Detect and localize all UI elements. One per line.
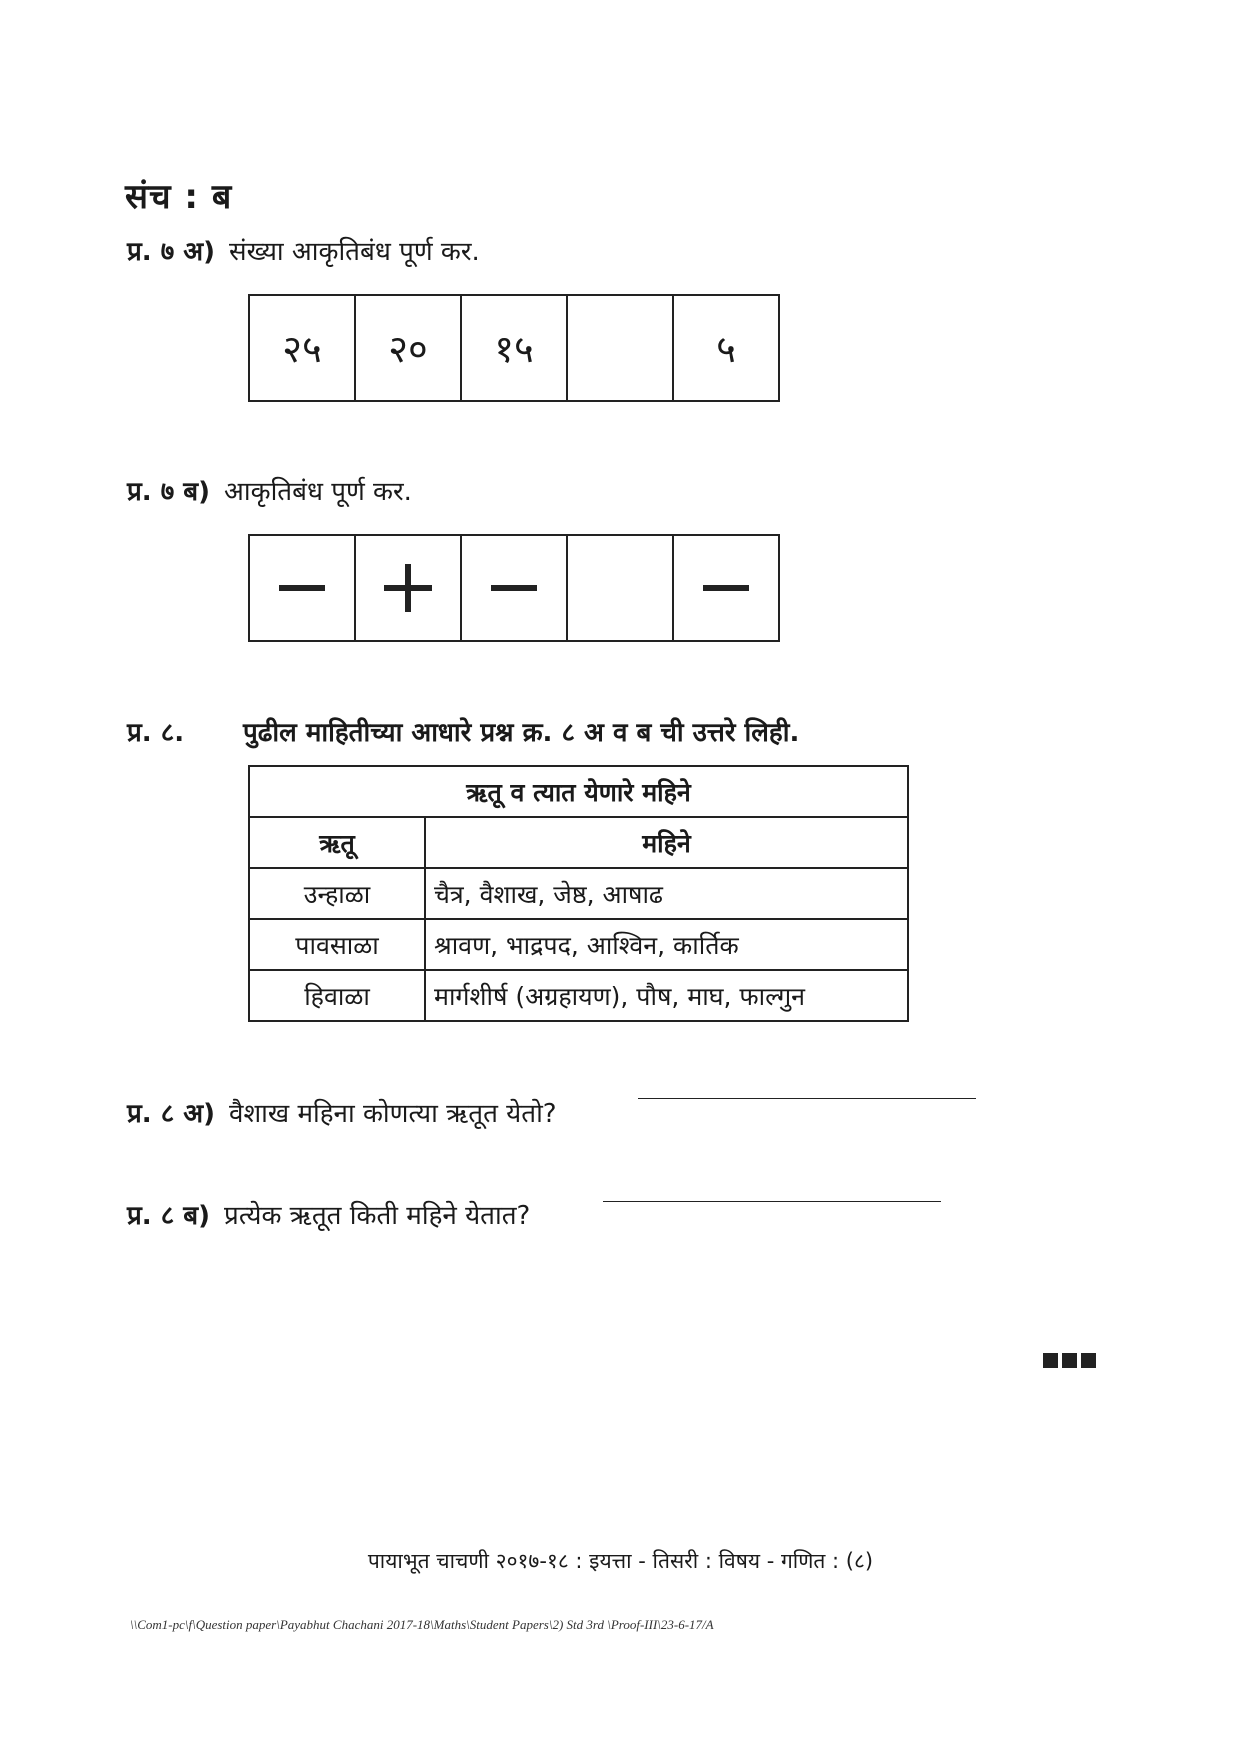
minus-icon: [279, 585, 325, 591]
question-8a-label: प्र. ८ अ): [127, 1099, 216, 1129]
question-7b-text: आकृतिबंध पूर्ण कर.: [224, 477, 412, 507]
months-cell: मार्गशीर्ष (अग्रहायण), पौष, माघ, फाल्गुन: [425, 970, 908, 1021]
table-header-months: महिने: [425, 817, 908, 868]
table-row: [249, 919, 908, 970]
question-8: [127, 713, 799, 749]
pattern-box-blank[interactable]: [568, 296, 674, 400]
minus-icon: [703, 585, 749, 591]
seasons-months-table: [248, 765, 909, 1022]
question-7a-text: संख्या आकृतिबंध पूर्ण कर.: [229, 237, 480, 267]
season-cell: हिवाळा: [249, 970, 425, 1021]
question-8a: [127, 1094, 557, 1130]
table-header-season: ऋतू: [249, 817, 425, 868]
months-cell: श्रावण, भाद्रपद, आश्विन, कार्तिक: [425, 919, 908, 970]
question-7a: [127, 232, 480, 268]
answer-line-8b[interactable]: [603, 1201, 941, 1202]
question-8b-label: प्र. ८ ब): [127, 1201, 211, 1231]
table-row: [249, 970, 908, 1021]
pattern-box: २०: [356, 296, 462, 400]
plus-icon: [384, 564, 432, 612]
answer-line-8a[interactable]: [638, 1098, 976, 1099]
pattern-box: [462, 536, 568, 640]
pattern-box: [250, 536, 356, 640]
end-marks-icon: [1043, 1353, 1096, 1368]
table-row: [249, 868, 908, 919]
season-cell: पावसाळा: [249, 919, 425, 970]
question-8b-text: प्रत्येक ऋतूत किती महिने येतात?: [224, 1201, 531, 1231]
question-8b: [127, 1196, 530, 1232]
question-8a-text: वैशाख महिना कोणत्या ऋतूत येतो?: [229, 1099, 557, 1129]
pattern-box: २५: [250, 296, 356, 400]
symbol-pattern-boxes: [248, 534, 780, 642]
pattern-box: १५: [462, 296, 568, 400]
minus-icon: [491, 585, 537, 591]
season-cell: उन्हाळा: [249, 868, 425, 919]
pattern-box: [356, 536, 462, 640]
file-path: \\Com1-pc\f\Question paper\Payabhut Chachani 2017-18\Maths\Student Papers\2) Std 3rd \Proof-III\23-6-17/A: [130, 1617, 714, 1632]
question-8-label: प्र. ८.: [127, 718, 185, 748]
question-7a-label: प्र. ७ अ): [127, 237, 216, 267]
number-pattern-boxes: [248, 294, 780, 402]
pattern-box: [674, 536, 778, 640]
set-title: संच : ब: [125, 177, 233, 217]
question-8-text: पुढील माहितीच्या आधारे प्रश्न क्र. ८ अ व ब ची उत्तरे लिही.: [243, 718, 800, 748]
months-cell: चैत्र, वैशाख, जेष्ठ, आषाढ: [425, 868, 908, 919]
question-7b-label: प्र. ७ ब): [127, 477, 211, 507]
pattern-box-blank[interactable]: [568, 536, 674, 640]
page-footer: पायाभूत चाचणी २०१७-१८ : इयत्ता - तिसरी : विषय - गणित : (८): [367, 1549, 874, 1573]
pattern-box: ५: [716, 327, 736, 371]
table-title: ऋतू व त्यात येणारे महिने: [249, 766, 908, 817]
question-7b: [127, 472, 412, 508]
